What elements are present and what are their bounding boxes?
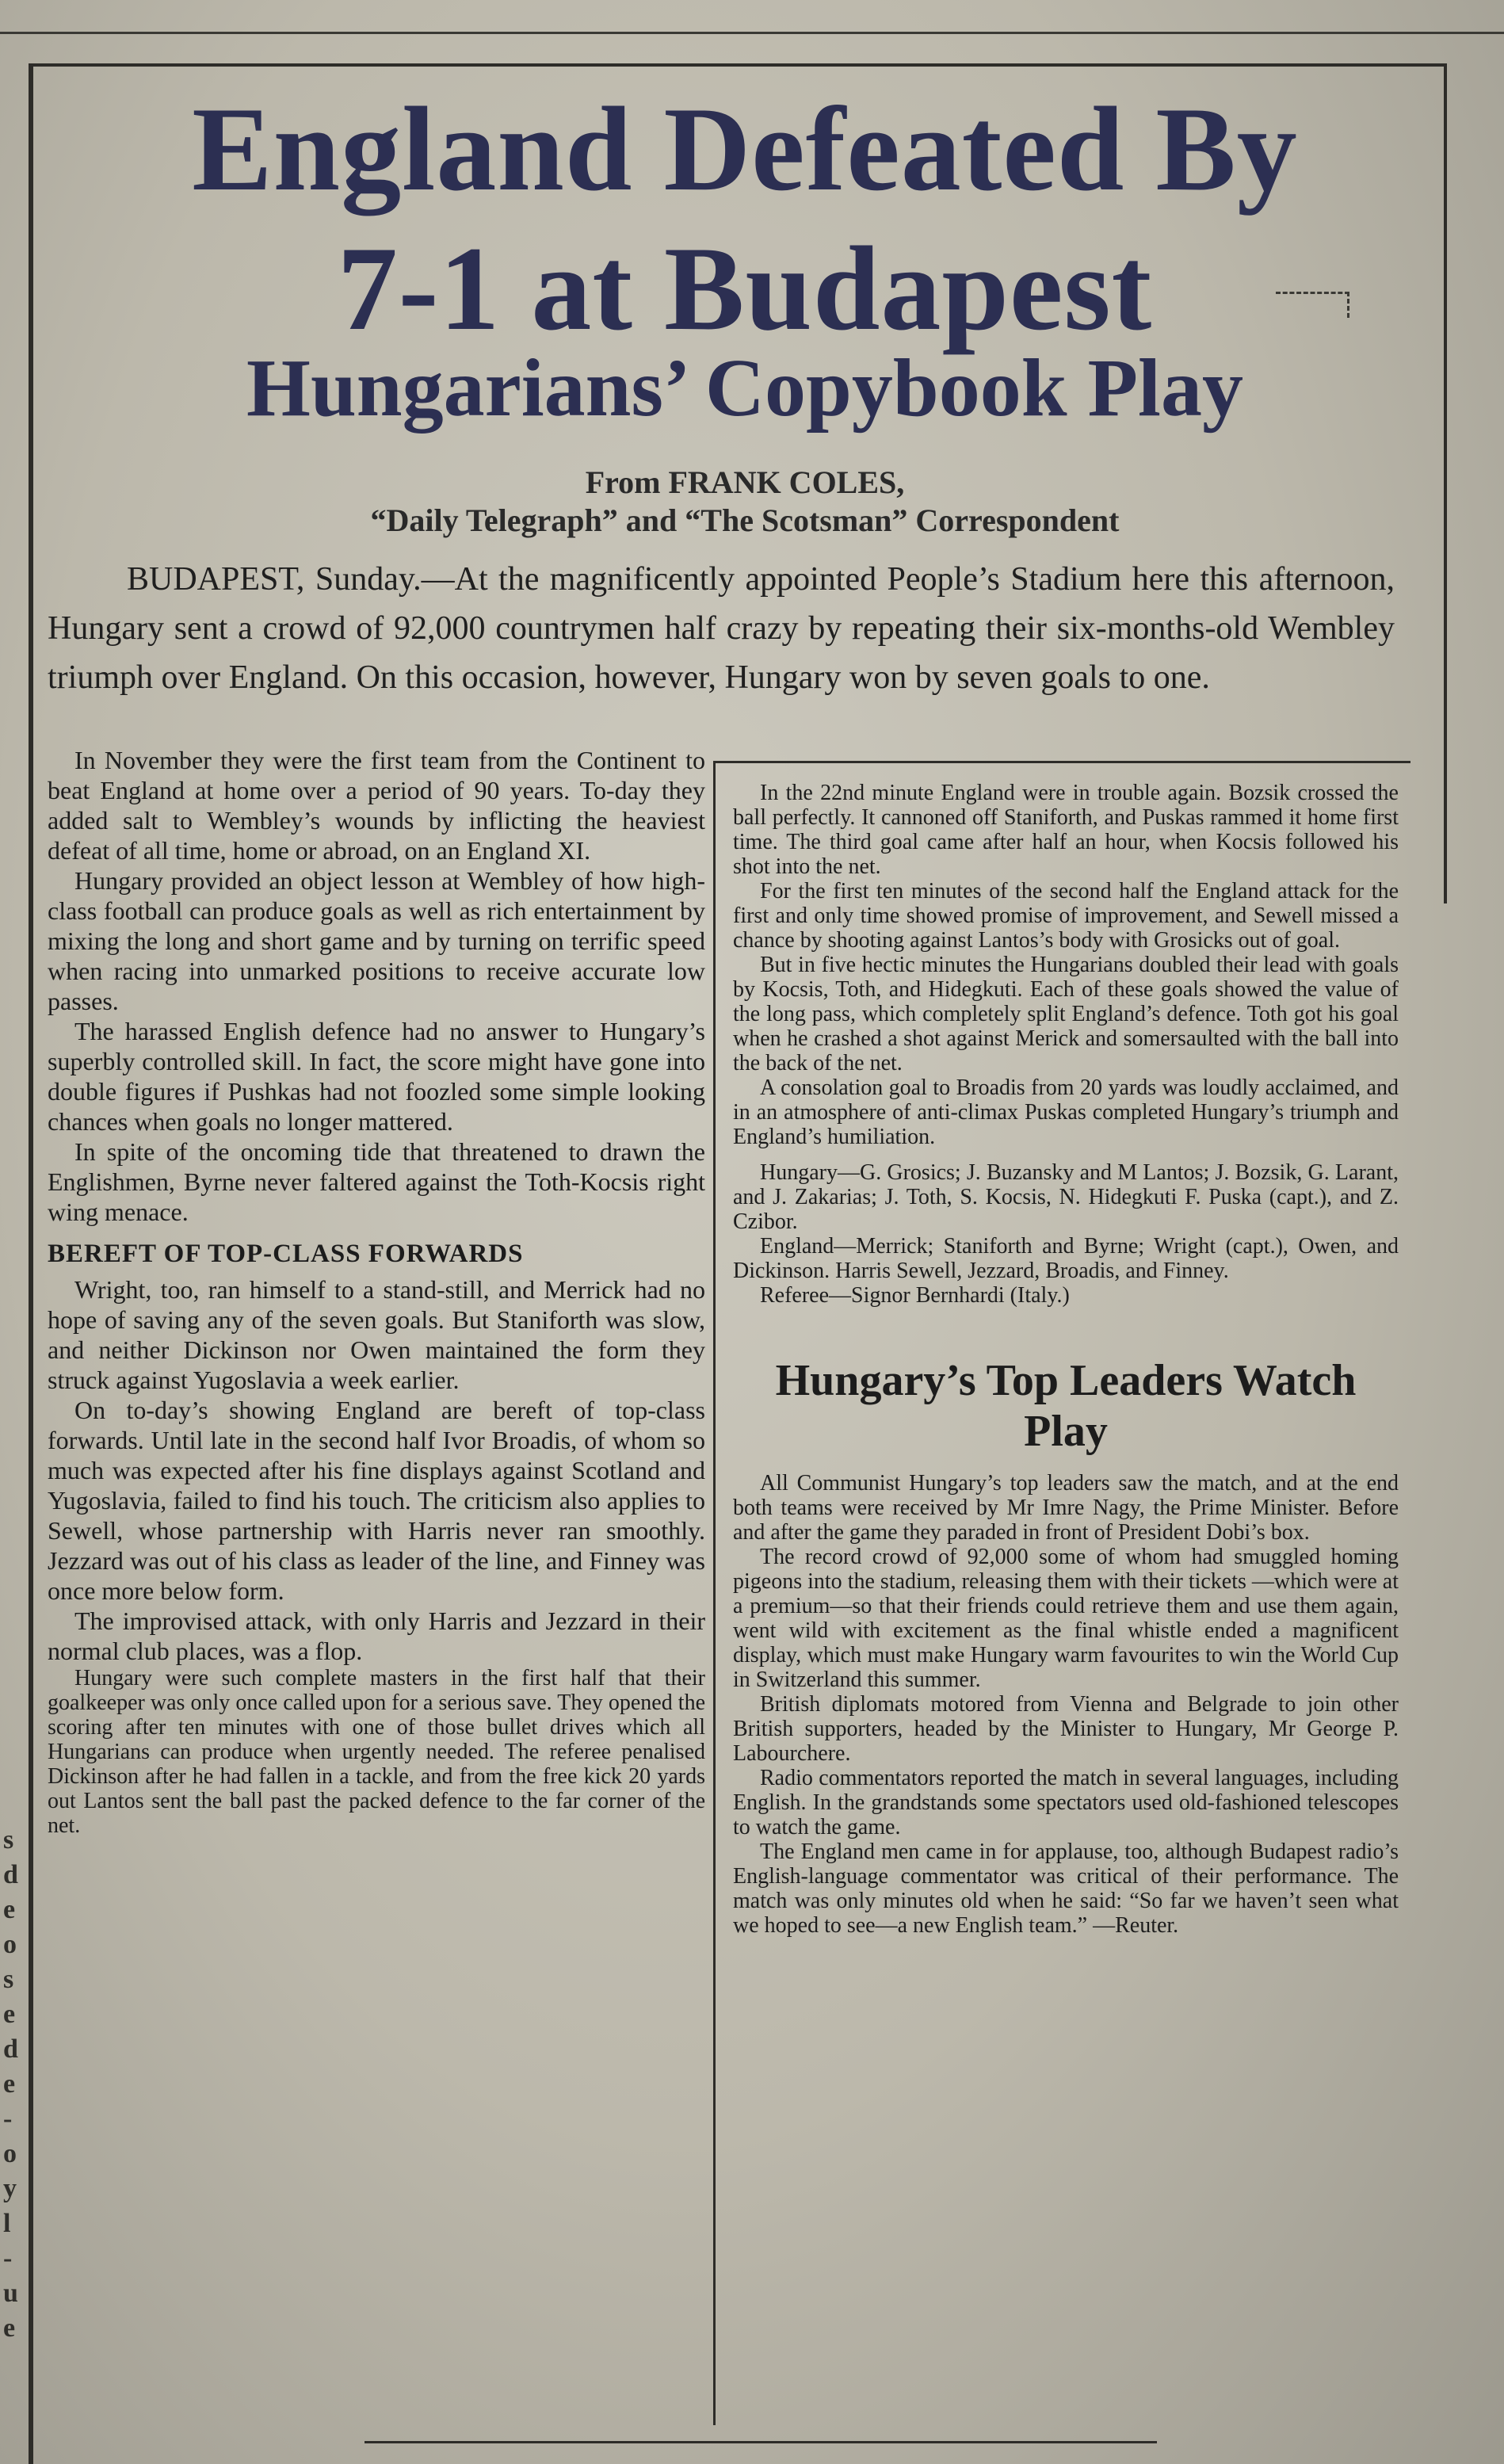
margin-letters bbox=[3, 1823, 19, 2346]
column-top-rule bbox=[713, 761, 1410, 763]
article-paragraph: The improvised attack, with only Harris and Jezzard in their normal club places, was a flop. bbox=[48, 1606, 705, 1665]
section-subhead: Hungary’s Top Leaders Watch Play bbox=[775, 1356, 1357, 1456]
margin-letter: - bbox=[3, 2104, 13, 2134]
team-lineups bbox=[733, 1160, 1399, 1308]
frame-left-rule bbox=[29, 63, 33, 2464]
article-paragraph: British diplomats motored from Vienna and Belgrade to join other British supporters, headed by the Minister to Hungary, Mr George P. Labourchere. bbox=[733, 1692, 1399, 1766]
referee: Referee—Signor Bernhardi (Italy.) bbox=[760, 1283, 1070, 1308]
article-paragraph: A consolation goal to Broadis from 20 yards was loudly acclaimed, and in an atmosphere of anti-climax Puskas completed Hungary’s triumph and England’s humiliation. bbox=[733, 1075, 1399, 1149]
article-paragraph: Hungary provided an object lesson at Wembley of how high-class football can produce goals as well as rich entertainment by mixing the long and short game and by turning on terrific speed when racing into unmarked positions to receive accurate low passes. bbox=[48, 866, 705, 1015]
margin-letter: l bbox=[3, 2209, 11, 2238]
margin-letter: - bbox=[3, 2244, 13, 2273]
margin-letter: e bbox=[3, 1895, 16, 1924]
margin-letter: s bbox=[3, 1965, 14, 1994]
margin-letter: e bbox=[3, 2313, 16, 2343]
margin-letter: s bbox=[3, 1825, 14, 1855]
article-paragraph: In the 22nd minute England were in trouble again. Bozsik crossed the ball perfectly. It cannoned off Staniforth, and Puskas rammed it home first time. The third goal came after half an hour, when Kocsis followed his shot into the net. bbox=[733, 781, 1399, 879]
margin-letter: u bbox=[3, 2279, 18, 2308]
top-rule bbox=[0, 32, 1504, 34]
left-column bbox=[48, 745, 705, 1838]
margin-letter: e bbox=[3, 2000, 16, 2029]
article-paragraph: The harassed English defence had no answer to Hungary’s superbly controlled skill. In fact, the score might have gone into double figures if Pushkas had not foozled some simple looking chances when goals no longer mattered. bbox=[48, 1017, 705, 1136]
byline-correspondent: “Daily Telegraph” and “The Scotsman” Correspondent bbox=[370, 502, 1120, 538]
margin-letter: d bbox=[3, 2034, 18, 2064]
margin-letter: o bbox=[3, 1930, 17, 1959]
frame-right-rule bbox=[1444, 63, 1447, 903]
article-paragraph: In November they were the first team from the Continent to beat England at home over a period of 90 years. To-day they added salt to Wembley’s wounds by inflicting the heaviest defeat of all time, home or abroad, on an England XI. bbox=[48, 746, 705, 865]
bottom-rule bbox=[365, 2441, 1157, 2443]
article-paragraph: But in five hectic minutes the Hungarians doubled their lead with goals by Kocsis, Toth, and Hidegkuti. Each of these goals showed the value of the long pass, which completely split England’s defence. Toth got his goal when he crashed a shot against Merick and somersaulted with the ball into the back of the net. bbox=[733, 953, 1399, 1075]
article-paragraph: Hungary were such complete masters in the first half that their goalkeeper was only once called upon for a serious save. They opened the scoring after ten minutes with one of those bullet drives which all Hungarians can produce when urgently needed. The referee penalised Dickinson after he had fallen in a tackle, and from the free kick 20 yards out Lantos sent the ball past the packed defence to the far corner of the net. bbox=[48, 1666, 705, 1838]
headline-line-1: England Defeated By bbox=[192, 82, 1298, 216]
article-paragraph: All Communist Hungary’s top leaders saw the match, and at the end both teams were received by Mr Imre Nagy, the Prime Minister. Before and after the game they paraded in front of President Dobi’s box. bbox=[733, 1471, 1399, 1545]
headline-line-2: 7-1 at Budapest bbox=[337, 222, 1153, 355]
article-paragraph: The England men came in for applause, too, although Budapest radio’s English-language commentator was critical of their performance. The match was only minutes old when he said: “So far we haven’t seen what we hoped to see—a new English team.” —Reuter. bbox=[733, 1839, 1399, 1938]
frame-top-rule bbox=[29, 63, 1447, 67]
margin-letter: y bbox=[3, 2174, 17, 2203]
article-paragraph: The record crowd of 92,000 some of whom had smuggled homing pigeons into the stadium, releasing them with their tickets —which were at a premium—so that their friends could retrieve them and use them again, went wild with excitement as the final whistle ended a magnificent display, which must make Hungary warm favourites to win the World Cup in Switzerland this summer. bbox=[733, 1545, 1399, 1692]
article-paragraph: In spite of the oncoming tide that threatened to drawn the Englishmen, Byrne never faltered against the Toth-Kocsis right wing menace. bbox=[48, 1137, 705, 1226]
subheadline: Hungarians’ Copybook Play bbox=[246, 342, 1243, 434]
margin-letter: e bbox=[3, 2069, 16, 2099]
team-england: England—Merrick; Staniforth and Byrne; Wright (capt.), Owen, and Dickinson. Harris Sewell, Jezzard, Broadis, and Finney. bbox=[733, 1234, 1399, 1283]
article-paragraph: Wright, too, ran himself to a stand-still, and Merrick had no hope of saving any of the seven goals. But Staniforth was slow, and neither Dickinson nor Owen maintained the form they struck against Yugoslavia a week earlier. bbox=[48, 1275, 705, 1394]
headline bbox=[48, 79, 1442, 358]
byline-from: From FRANK COLES, bbox=[585, 464, 905, 500]
team-hungary: Hungary—G. Grosics; J. Buzansky and M Lantos; J. Bozsik, G. Larant, and J. Zakarias; J. Toth, S. Kocsis, N. Hidegkuti F. Puska (capt.), and Z. Czibor. bbox=[733, 1160, 1399, 1234]
article-paragraph: On to-day’s showing England are bereft of top-class forwards. Until late in the second half Ivor Broadis, of whom so much was expected after his fine displays against Scotland and Yugoslavia, failed to find his touch. The criticism also applies to Sewell, whose partnership with Harris never ran smoothly. Jezzard was out of his class as leader of the line, and Finney was once more below form. bbox=[48, 1396, 705, 1605]
section-subhead: BEREFT OF TOP-CLASS FORWARDS bbox=[48, 1240, 524, 1268]
right-column bbox=[733, 781, 1399, 1938]
margin-letter: d bbox=[3, 1860, 18, 1889]
article-paragraph: For the first ten minutes of the second half the England attack for the first and only time showed promise of improvement, and Sewell missed a chance by shooting against Lantos’s body with Grosicks out of goal. bbox=[733, 879, 1399, 953]
margin-letter: o bbox=[3, 2139, 17, 2168]
lead-paragraph: BUDAPEST, Sunday.—At the magnificently appointed People’s Stadium here this afternoon, Hungary sent a crowd of 92,000 countrymen half crazy by repeating their six-months-old Wembley triumph over England. On this occasion, however, Hungary won by seven goals to one. bbox=[48, 561, 1395, 696]
article-paragraph: Radio commentators reported the match in several languages, including English. In the grandstands some spectators used old-fashioned telescopes to watch the game. bbox=[733, 1766, 1399, 1839]
column-divider bbox=[713, 761, 716, 2425]
